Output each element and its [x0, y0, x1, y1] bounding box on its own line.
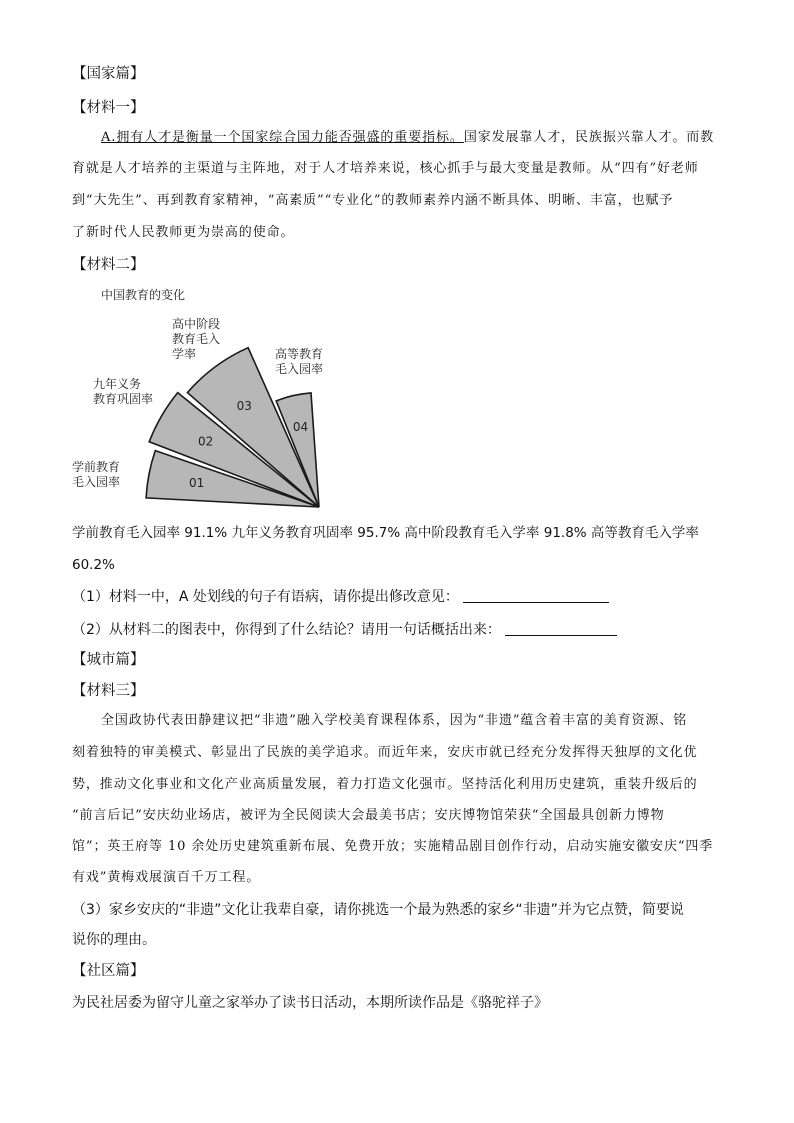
material1-heading: 【材料一】	[72, 100, 145, 116]
chart-slice-number-04: 04	[292, 419, 309, 434]
chart-label-01-line2: 毛入园率	[72, 475, 121, 489]
material3-line2: 刻着独特的审美模式、彰显出了民族的美学追求。而近年来，安庆市就已经充分发挥得天独厚的文化优	[72, 745, 698, 760]
question-1	[72, 587, 609, 607]
chart-label-01-line1: 学前教育	[72, 460, 121, 474]
section-country-heading: 【国家篇】	[72, 66, 145, 82]
material3-heading: 【材料三】	[72, 683, 145, 699]
chart-label-04-line1: 高等教育	[275, 347, 324, 361]
chart-label-03-line1: 高中阶段	[172, 317, 221, 331]
chart-label-02-line2: 教育巩固率	[93, 392, 154, 406]
material3-line1: 全国政协代表田静建议把“非遗”融入学校美育课程体系，因为“非遗”蕴含着丰富的美育资源、铭	[101, 713, 688, 728]
chart-label-04-line2: 毛入园率	[275, 362, 324, 376]
chart-label-03-line2: 教育毛入	[172, 332, 221, 346]
chart-slice-number-02: 02	[197, 434, 214, 449]
chart-label-02-line1: 九年义务	[93, 377, 142, 391]
question-2-text: （2）从材料二的图表中，你得到了什么结论？请用一句话概括出来：	[72, 622, 501, 638]
material1-underlined-sentence: A.拥有人才是衡量一个国家综合国力能否强盛的重要指标。	[101, 130, 464, 145]
question-3-line2: 说你的理由。	[72, 932, 156, 948]
community-line1: 为民社居委为留守儿童之家举办了读书日活动，本期所读作品是《骆驼祥子》	[72, 995, 548, 1011]
material1-line3: 到“大先生”、再到教育家精神，“高素质”“专业化”的教师素养内涵不断具体、明晰、丰富，也赋予	[72, 193, 674, 208]
education-fan-chart	[0, 0, 794, 520]
question-2	[72, 620, 617, 640]
section-community-heading: 【社区篇】	[72, 963, 145, 979]
material2-stats-line2: 60.2%	[72, 557, 115, 573]
material2-stats-line1: 学前教育毛入园率 91.1% 九年义务教育巩固率 95.7% 高中阶段教育毛入学率 91.8% 高等教育毛入学率	[72, 525, 699, 541]
question-1-answer-blank[interactable]	[463, 588, 609, 603]
question-2-answer-blank[interactable]	[505, 621, 617, 636]
chart-title: 中国教育的变化	[101, 288, 186, 302]
question-1-text: （1）材料一中，A 处划线的句子有语病，请你提出修改意见：	[72, 589, 459, 605]
material3-line5: 馆”；英王府等 10 余处历史建筑重新布展、免费开放；实施精品剧目创作行动，启动实施安徽安庆“四季	[72, 839, 714, 854]
material3-line4: “前言后记”安庆幼业场店，被评为全民阅读大会最美书店；安庆博物馆荣获“全国最具创新力博物	[72, 808, 665, 823]
chart-slice-number-03: 03	[236, 399, 252, 413]
material3-line6: 有戏”黄梅戏展演百千万工程。	[72, 870, 261, 885]
material3-line3: 势，推动文化事业和文化产业高质量发展，着力打造文化强市。坚持活化利用历史建筑，重装升级后的	[72, 777, 698, 792]
material1-line2: 育就是人才培养的主渠道与主阵地，对于人才培养来说，核心抓手与最大变量是教师。从“四有”好老师	[72, 161, 699, 176]
chart-label-03-line3: 学率	[172, 347, 197, 361]
material2-heading: 【材料二】	[72, 257, 145, 273]
material1-line4: 了新时代人民教师更为崇高的使命。	[72, 225, 295, 240]
question-3-line1: （3）家乡安庆的“非遗”文化让我辈自豪，请你挑选一个最为熟悉的家乡“非遗”并为它点赞，简要说	[72, 902, 684, 918]
chart-slice-number-01: 01	[189, 476, 205, 491]
material1-line1-rest: 国家发展靠人才，民族振兴靠人才。而教	[463, 130, 715, 145]
section-city-heading: 【城市篇】	[72, 652, 145, 668]
